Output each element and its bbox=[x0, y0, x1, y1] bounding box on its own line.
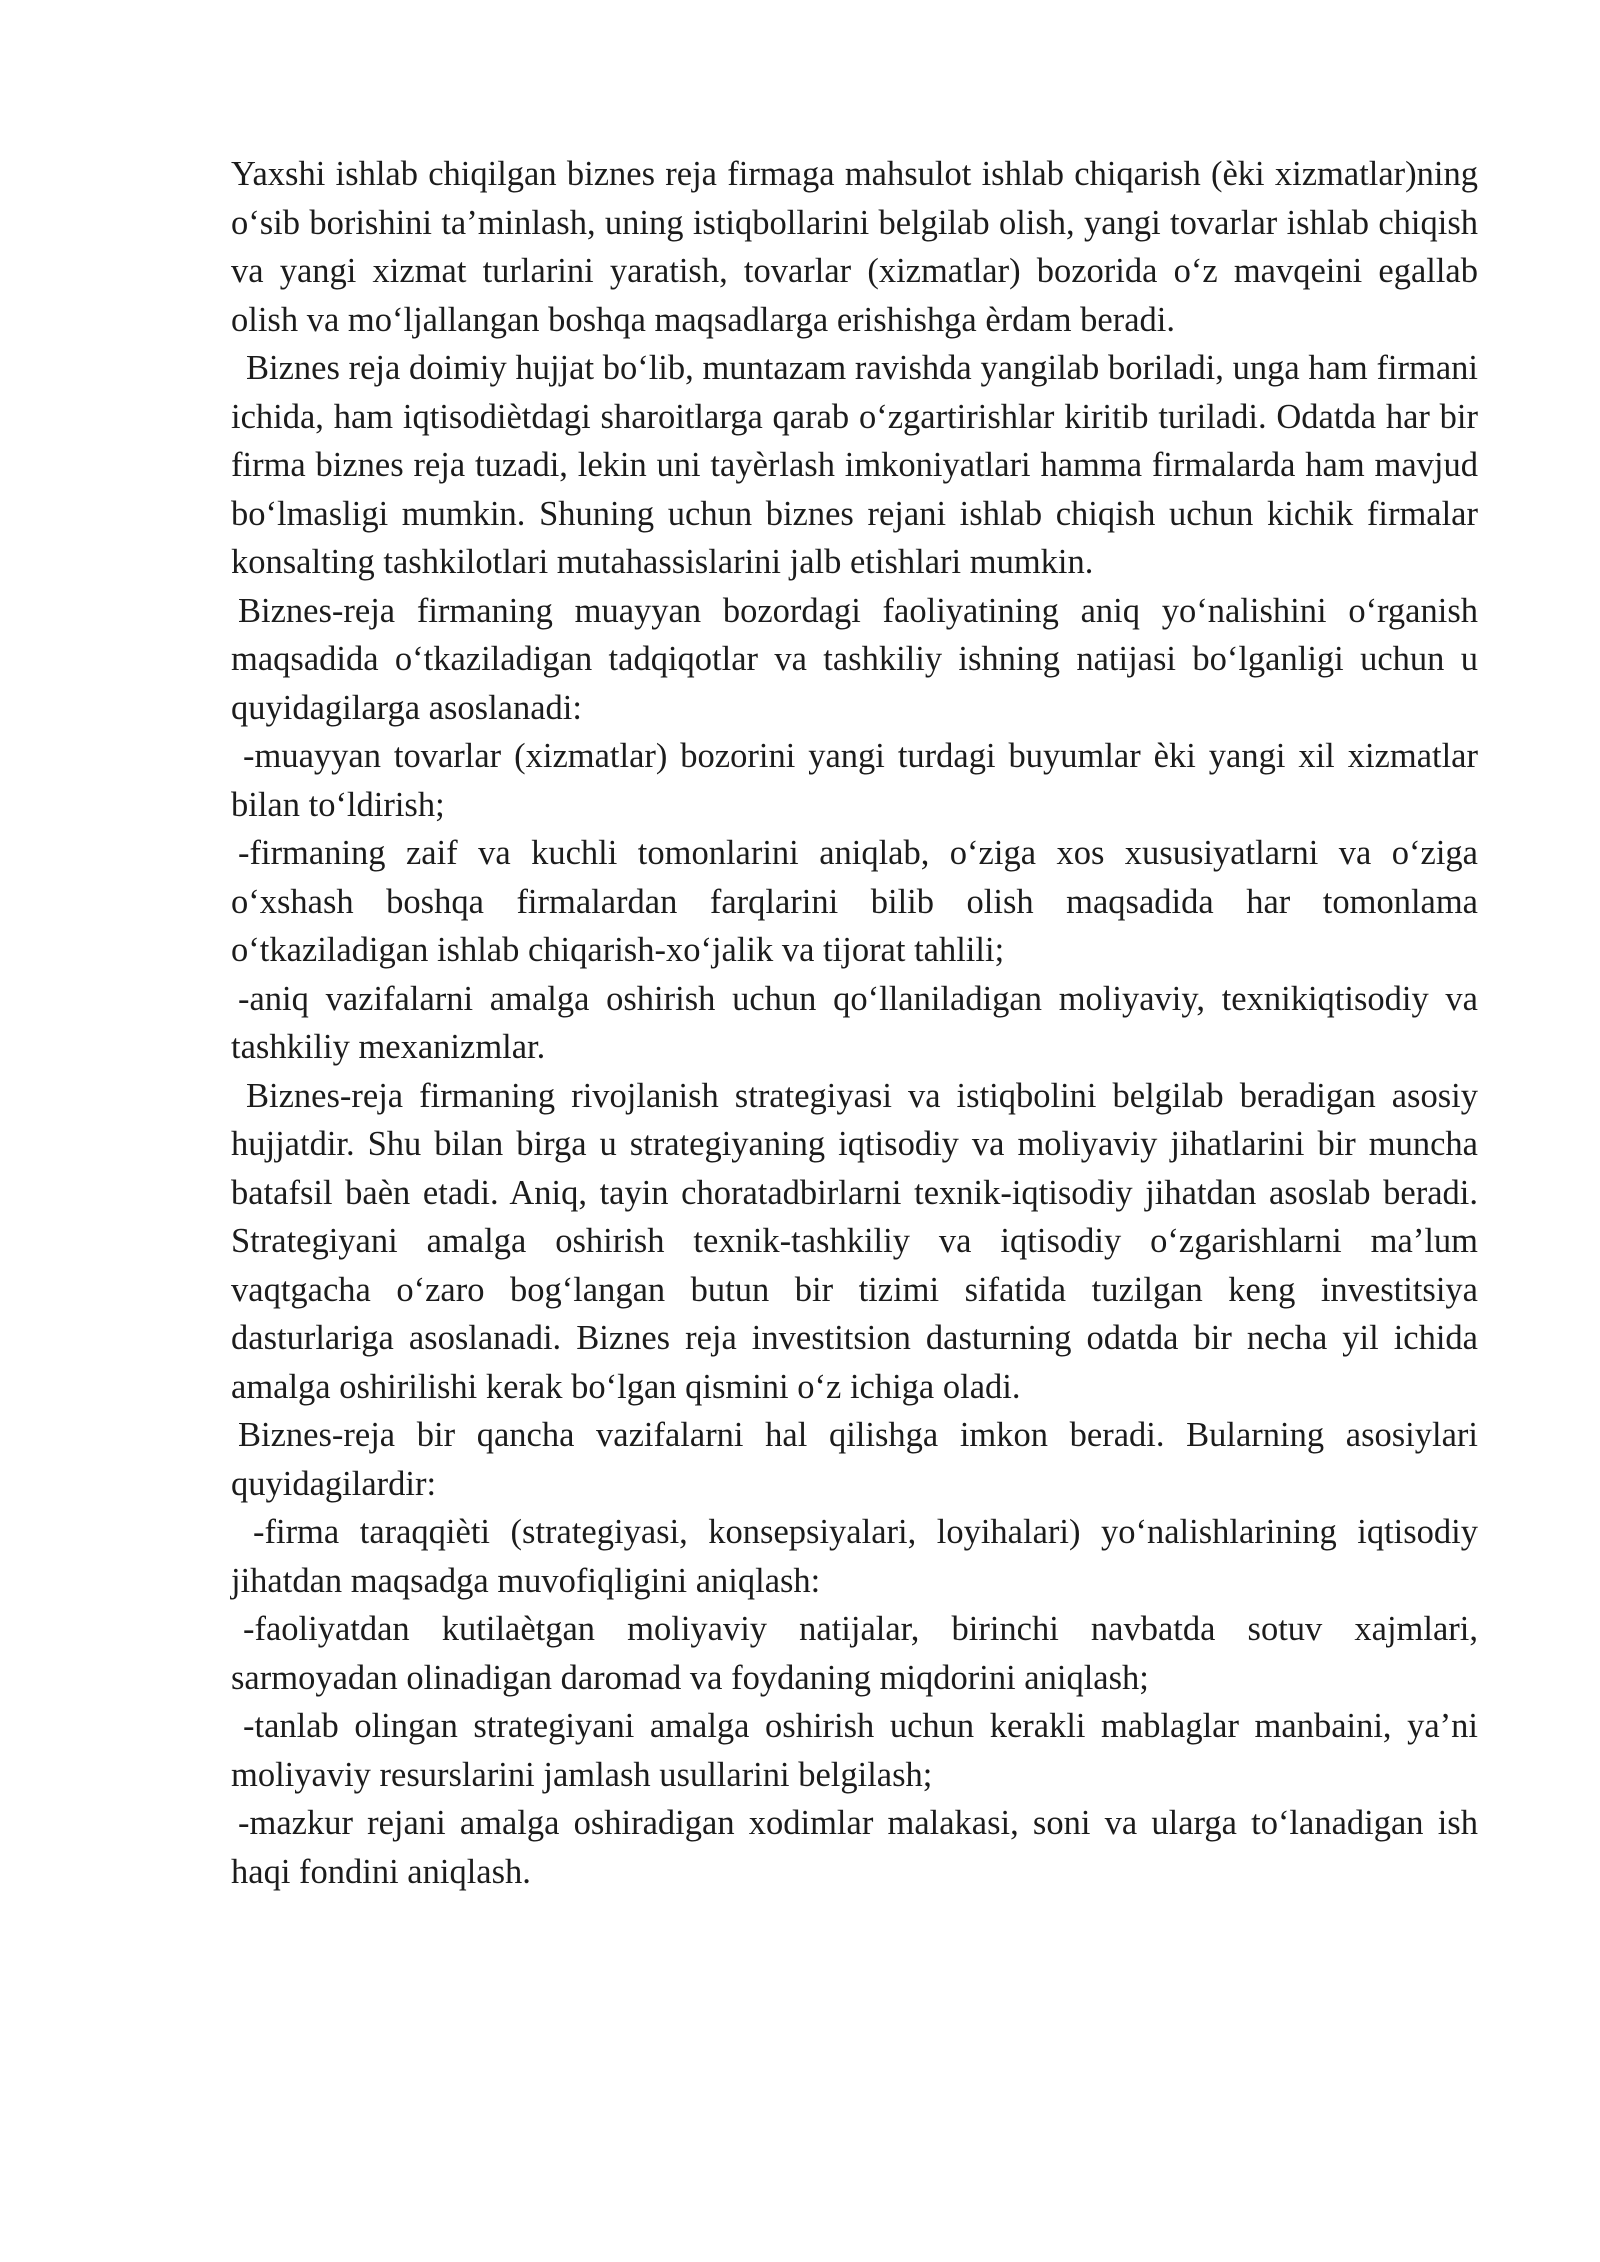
list-item-taraqqiet: -firma taraqqièti (strategiyasi, konsepsiyalari, loyihalari) yo‘nalishlarining iqtisodiy jihatdan maqsadga muvofiqligini aniqlash: bbox=[231, 1513, 1478, 1600]
paragraph-vazifalar: Biznes-reja bir qancha vazifalarni hal qilishga imkon beradi. Bularning asosiylari quyidagilardir: bbox=[231, 1416, 1478, 1503]
paragraph-strategiya: Biznes-reja firmaning rivojlanish strategiyasi va istiqbolini belgilab beradigan asosiy hujjatdir. Shu bilan birga u strategiyaning iqtisodiy va moliyaviy jihatlarini bir muncha batafsil baèn etadi. Aniq, tayin choratadbirlarni texnik-iqtisodiy jihatdan asoslab beradi. Strategiyani amalga oshirish texnik-tashkiliy va iqtisodiy o‘zgarishlarni ma’lum vaqtgacha o‘zaro bog‘langan butun bir tizimi sifatida tuzilgan keng investitsiya dasturlariga asoslanadi. Biznes reja investitsion dasturning odatda bir necha yil ichida amalga oshirilishi kerak bo‘lgan qismini o‘z ichiga oladi. bbox=[231, 1076, 1478, 1406]
list-item-firmaning-tahlili: -firmaning zaif va kuchli tomonlarini aniqlab, o‘ziga xos xususiyatlarni va o‘ziga o‘xshash boshqa firmalardan farqlarini bilib olish maqsadida har tomonlama o‘tkaziladigan ishlab chiqarish-xo‘jalik va tijorat tahlili; bbox=[231, 834, 1478, 969]
list-item-tovarlar-bozori: -muayyan tovarlar (xizmatlar) bozorini yangi turdagi buyumlar èki yangi xil xizmatlar bilan to‘ldirish; bbox=[231, 737, 1478, 824]
paragraph-intro: Yaxshi ishlab chiqilgan biznes reja firmaga mahsulot ishlab chiqarish (èki xizmatlar)ning o‘sib borishini ta’minlash, uning istiqbollarini belgilab olish, yangi tovarlar ishlab chiqish va yangi xizmat turlarini yaratish, tovarlar (xizmatlar) bozorida o‘z mavqeini egallab olish va mo‘ljallangan boshqa maqsadlarga erishishga èrdam beradi. bbox=[231, 155, 1478, 339]
list-item-xodimlar: -mazkur rejani amalga oshiradigan xodimlar malakasi, soni va ularga to‘lanadigan ish haqi fondini aniqlash. bbox=[231, 1804, 1478, 1891]
document-body bbox=[231, 150, 1478, 1896]
paragraph-biznes-reja-doimiy: Biznes reja doimiy hujjat bo‘lib, muntazam ravishda yangilab boriladi, unga ham firmani ichida, ham iqtisodiètdagi sharoitlarga qarab o‘zgartirishlar kiritib turiladi. Odatda har bir firma biznes reja tuzadi, lekin uni tayèrlash imkoniyatlari hamma firmalarda ham mavjud bo‘lmasligi mumkin. Shuning uchun biznes rejani ishlab chiqish uchun kichik firmalar konsalting tashkilotlari mutahassislarini jalb etishlari mumkin. bbox=[231, 349, 1478, 581]
paragraph-biznes-reja-asoslanadi: Biznes-reja firmaning muayyan bozordagi faoliyatining aniq yo‘nalishini o‘rganish maqsadida o‘tkaziladigan tadqiqotlar va tashkiliy ishning natijasi bo‘lganligi uchun u quyidagilarga asoslanadi: bbox=[231, 591, 1478, 727]
list-item-mexanizmlar: -aniq vazifalarni amalga oshirish uchun qo‘llaniladigan moliyaviy, texnikiqtisodiy va tashkiliy mexanizmlar. bbox=[231, 979, 1478, 1066]
list-item-moliyaviy-natijalar: -faoliyatdan kutilaètgan moliyaviy natijalar, birinchi navbatda sotuv xajmlari, sarmoyadan olinadigan daromad va foydaning miqdorini aniqlash; bbox=[231, 1610, 1478, 1697]
list-item-mablaglar: -tanlab olingan strategiyani amalga oshirish uchun kerakli mablaglar manbaini, ya’ni moliyaviy resurslarini jamlash usullarini belgilash; bbox=[231, 1707, 1478, 1794]
